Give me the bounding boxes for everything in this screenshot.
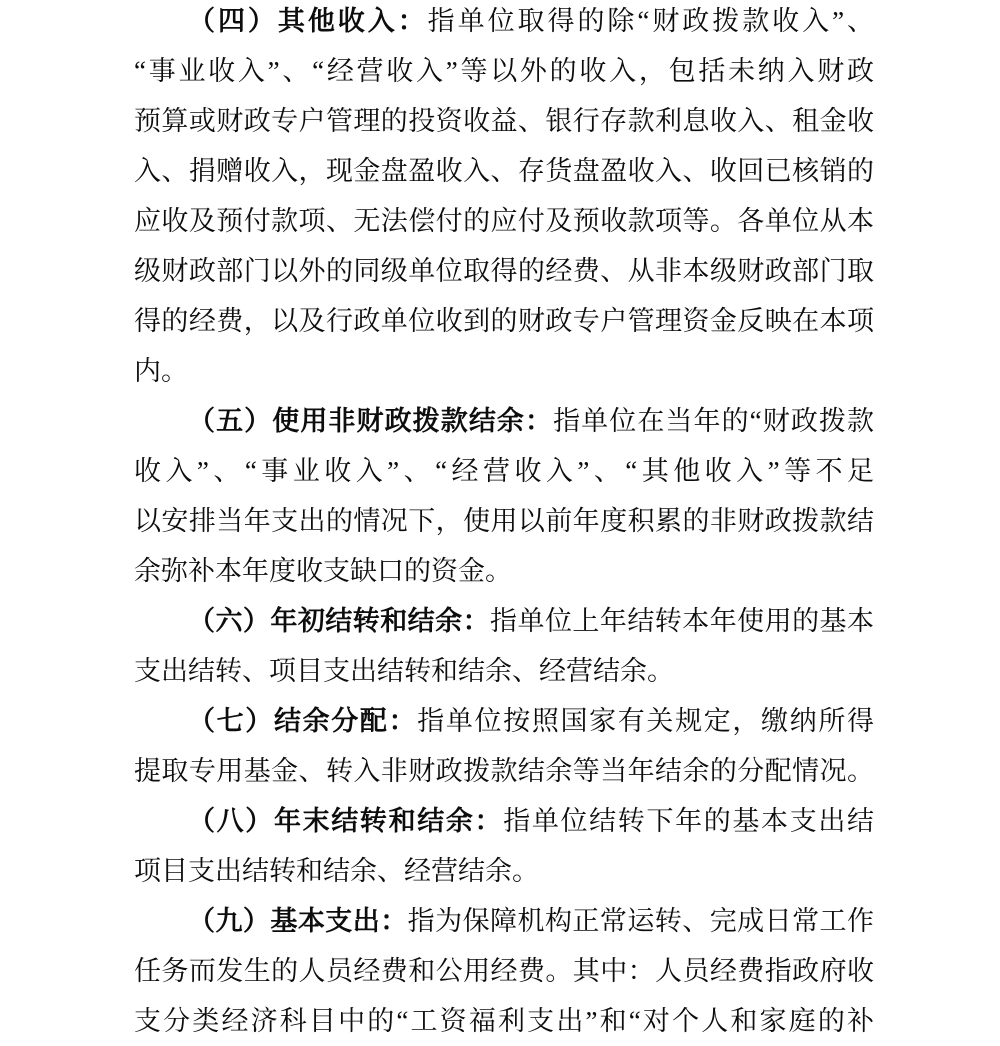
text-line: 预算或财政专户管理的投资收益、银行存款利息收入、租金收 bbox=[134, 106, 874, 136]
text-line bbox=[134, 0, 874, 46]
paragraph-lead: （八）年末结转和结余： bbox=[188, 806, 504, 836]
paragraph-text: 指单位在当年的“财政拨款 bbox=[553, 406, 874, 436]
text-line: 收入”、“事业收入”、“经营收入”、“其他收入”等不足 bbox=[134, 456, 874, 486]
paragraph-text: 指单位按照国家有关规定，缴纳所得 bbox=[417, 706, 874, 736]
paragraph-lead: （四）其他收入： bbox=[188, 6, 428, 36]
text-line bbox=[134, 396, 874, 446]
paragraph-lead: （六）年初结转和结余： bbox=[188, 606, 491, 636]
text-line: “事业收入”、“经营收入”等以外的收入，包括未纳入财政 bbox=[134, 56, 874, 86]
paragraph-text: 指单位取得的除“财政拨款收入”、 bbox=[427, 6, 874, 36]
paragraph-item-9-basic-expenditure bbox=[134, 896, 874, 1046]
paragraph-item-5-use-of-non-fiscal-carryover bbox=[134, 396, 874, 596]
text-line bbox=[134, 796, 874, 846]
paragraph-lead: （五）使用非财政拨款结余： bbox=[188, 406, 554, 436]
text-line: 得的经费，以及行政单位收到的财政专户管理资金反映在本项 bbox=[134, 306, 874, 336]
text-line: 内。 bbox=[134, 356, 188, 386]
paragraph-text: 指单位上年结转本年使用的基本 bbox=[490, 606, 874, 636]
text-line: 支分类经济科目中的“工资福利支出”和“对个人和家庭的补 bbox=[134, 1006, 874, 1036]
paragraph-text: 指单位结转下年的基本支出结 bbox=[503, 806, 874, 836]
paragraph-item-4-other-income bbox=[134, 0, 874, 396]
text-line: 余弥补本年度收支缺口的资金。 bbox=[134, 556, 512, 586]
document-body bbox=[134, 0, 874, 1046]
text-line: 入、捐赠收入，现金盘盈收入、存货盘盈收入、收回已核销的 bbox=[134, 156, 874, 186]
text-line bbox=[134, 696, 874, 746]
paragraph-item-7-surplus-distribution bbox=[134, 696, 874, 796]
text-line: 提取专用基金、转入非财政拨款结余等当年结余的分配情况。 bbox=[134, 756, 874, 786]
text-line: 项目支出结转和结余、经营结余。 bbox=[134, 856, 539, 886]
text-line bbox=[134, 596, 874, 646]
text-line: 以安排当年支出的情况下，使用以前年度积累的非财政拨款结 bbox=[134, 506, 874, 536]
text-line: 支出结转、项目支出结转和结余、经营结余。 bbox=[134, 656, 674, 686]
paragraph-item-8-yearend-carryover bbox=[134, 796, 874, 896]
paragraph-item-6-beginning-carryover bbox=[134, 596, 874, 696]
text-line: 任务而发生的人员经费和公用经费。其中：人员经费指政府收 bbox=[134, 956, 874, 986]
text-line: 应收及预付款项、无法偿付的应付及预收款项等。各单位从本 bbox=[134, 206, 874, 236]
paragraph-lead: （九）基本支出： bbox=[188, 906, 408, 936]
text-line bbox=[134, 896, 874, 946]
paragraph-text: 指为保障机构正常运转、完成日常工作 bbox=[407, 906, 874, 936]
paragraph-lead: （七）结余分配： bbox=[188, 706, 418, 736]
text-line: 级财政部门以外的同级单位取得的经费、从非本级财政部门取 bbox=[134, 256, 874, 286]
